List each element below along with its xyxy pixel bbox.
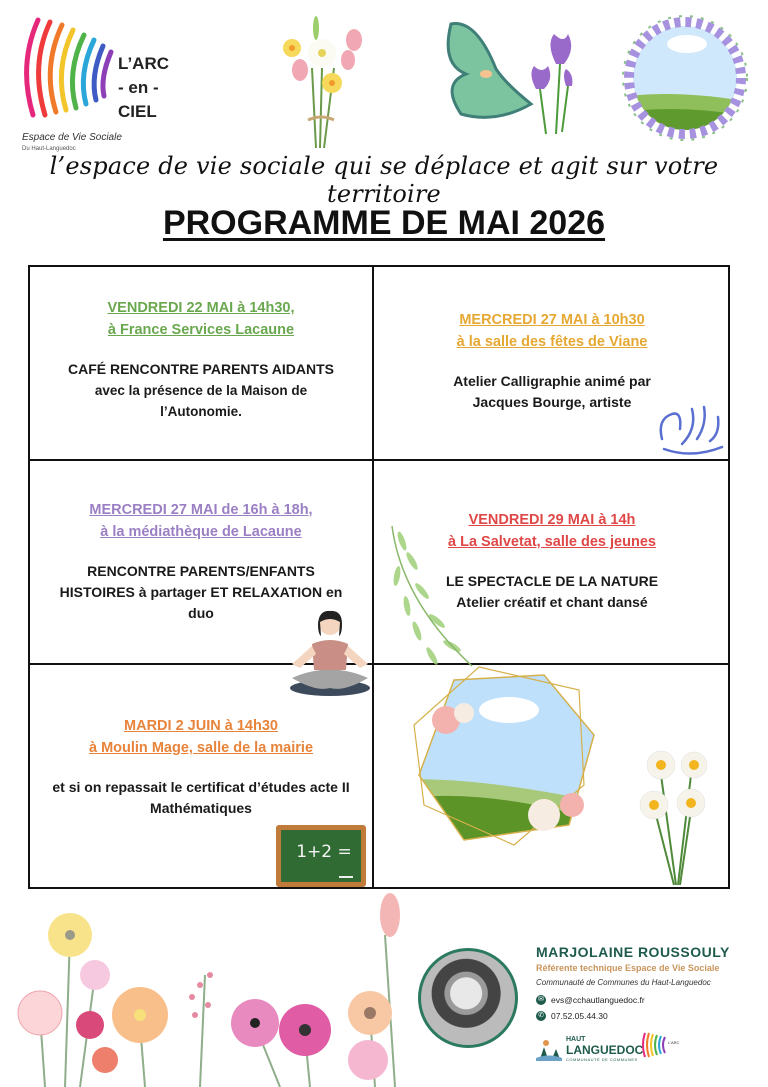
chalkboard-text: 1+2 = bbox=[296, 842, 352, 862]
haut-label: HAUT bbox=[566, 1036, 586, 1043]
event-description-line: Jacques Bourge, artiste bbox=[472, 394, 632, 410]
daisies-icon bbox=[636, 745, 716, 885]
haut-languedoc-emblem-icon bbox=[536, 1039, 562, 1061]
event-location: à Moulin Mage, salle de la mairie bbox=[88, 740, 314, 756]
event-description-line: l’Autonomie. bbox=[160, 404, 242, 419]
logo-line2: - en - bbox=[118, 78, 159, 97]
event-description-line: RENCONTRE PARENTS/ENFANTS bbox=[87, 563, 315, 579]
arabic-calligraphy-icon bbox=[652, 399, 726, 459]
phone-icon: ✆ bbox=[536, 1011, 546, 1021]
arc-en-ciel-logo bbox=[18, 10, 178, 160]
svg-text:L'ARC: L'ARC bbox=[668, 1040, 680, 1045]
program-grid bbox=[28, 265, 730, 889]
event-description bbox=[30, 359, 372, 422]
contact-phone[interactable]: 07.52.05.44.30 bbox=[551, 1011, 608, 1021]
event-description-line: LE SPECTACLE DE LA NATURE bbox=[445, 573, 659, 589]
event-location: à la médiathèque de Lacaune bbox=[100, 524, 302, 540]
hexagon-landscape-frame-icon bbox=[394, 665, 614, 855]
logo-subtitle: Espace de Vie Sociale bbox=[22, 132, 122, 143]
event-description-line: Mathématiques bbox=[150, 800, 252, 816]
logo-subtitle-region: Du Haut-Languedoc bbox=[22, 146, 76, 152]
contact-photo-avatar bbox=[418, 948, 518, 1048]
event-cell bbox=[374, 461, 730, 665]
arc-en-ciel-small-logo-icon bbox=[640, 1030, 680, 1060]
event-description-line: CAFÉ RENCONTRE PARENTS AIDANTS bbox=[67, 361, 334, 377]
wildflowers-border-icon bbox=[10, 875, 420, 1087]
haut-languedoc-text bbox=[566, 1035, 643, 1065]
event-description bbox=[374, 571, 730, 613]
event-description-line: Atelier Calligraphie animé par bbox=[453, 373, 651, 389]
contact-role: Référente technique Espace de Vie Sociale bbox=[536, 963, 720, 973]
event-description-line: Atelier créatif et chant dansé bbox=[456, 594, 648, 610]
contact-phone-row[interactable] bbox=[536, 1011, 608, 1021]
flower-bouquet-icon bbox=[272, 8, 372, 153]
event-date: MERCREDI 27 MAI de 16h à 18h, bbox=[89, 502, 313, 518]
event-description-line: avec la présence de la Maison de bbox=[94, 383, 308, 398]
contact-email[interactable]: evs@cchautlanguedoc.fr bbox=[551, 995, 645, 1005]
event-date: MARDI 2 JUIN à 14h30 bbox=[124, 718, 278, 734]
contact-name: MARJOLAINE ROUSSOULY bbox=[536, 944, 730, 960]
event-date: VENDREDI 29 MAI à 14h bbox=[468, 512, 636, 528]
communaute-label: COMMUNAUTÉ DE COMMUNES bbox=[566, 1057, 638, 1062]
event-location: à France Services Lacaune bbox=[107, 322, 295, 338]
haut-languedoc-logo bbox=[536, 1035, 643, 1065]
butterfly-crocus-icon bbox=[436, 14, 576, 139]
rainbow-arcs-icon bbox=[18, 10, 118, 120]
event-description-line: HISTOIRES à partager ET RELAXATION en bbox=[59, 584, 343, 600]
logo-line1: L’ARC bbox=[118, 54, 169, 73]
email-icon: ✉ bbox=[536, 995, 546, 1005]
decorative-cell bbox=[374, 665, 730, 887]
logo-line3: CIEL bbox=[118, 102, 157, 121]
event-cell bbox=[30, 267, 374, 461]
meditation-figure-icon bbox=[284, 606, 376, 700]
event-location: à La Salvetat, salle des jeunes bbox=[448, 534, 656, 550]
event-description-line: duo bbox=[188, 605, 214, 621]
floral-wreath-landscape-icon bbox=[615, 8, 755, 148]
tagline: l’espace de vie sociale qui se déplace et agit sur votre territoire bbox=[49, 152, 719, 208]
logo-title bbox=[118, 52, 169, 124]
event-date: VENDREDI 22 MAI à 14h30, bbox=[107, 300, 295, 316]
contact-organization: Communauté de Communes du Haut-Languedoc bbox=[536, 978, 711, 987]
languedoc-label: LANGUEDOC bbox=[566, 1043, 644, 1057]
page-title: PROGRAMME DE MAI 2026 bbox=[162, 204, 606, 242]
event-location: à la salle des fêtes de Viane bbox=[456, 334, 648, 350]
event-date: MERCREDI 27 MAI à 10h30 bbox=[459, 312, 645, 328]
event-description-line: et si on repassait le certificat d’études acte II bbox=[52, 779, 350, 795]
event-cell bbox=[374, 267, 730, 461]
event-description bbox=[30, 777, 372, 819]
contact-email-row[interactable] bbox=[536, 995, 645, 1005]
